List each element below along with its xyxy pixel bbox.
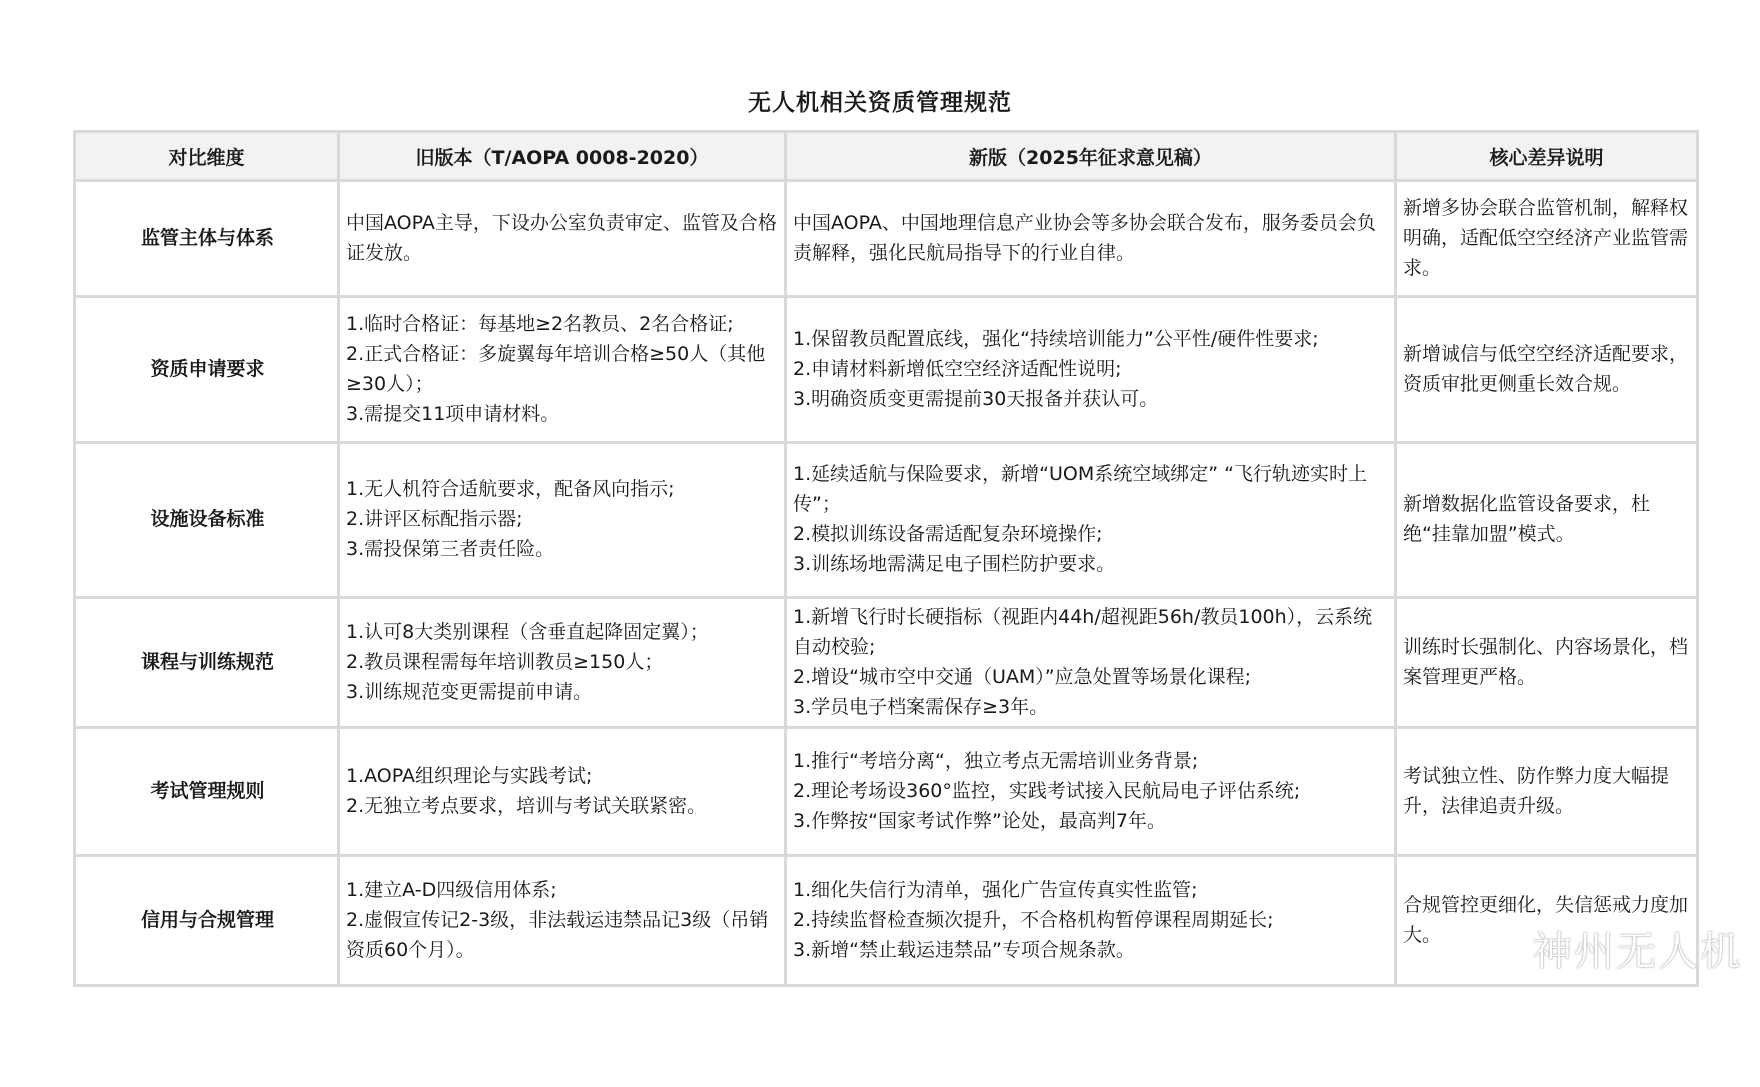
cell-line: 3.明确资质变更需提前30天报备并获认可。	[793, 387, 1159, 410]
new-version-cell	[786, 443, 1396, 598]
cell-line: 3.新增“禁止载运违禁品”专项合规条款。	[793, 938, 1135, 961]
cell-line: 1.认可8大类别课程（含垂直起降固定翼）；	[346, 620, 709, 643]
new-version-cell	[786, 856, 1396, 986]
cell-line: 3.作弊按“国家考试作弊”论处，最高判7年。	[793, 809, 1166, 832]
header-new-version: 新版（2025年征求意见稿）	[786, 132, 1396, 181]
table-row	[75, 598, 1698, 728]
new-version-cell	[786, 598, 1396, 728]
old-version-cell	[339, 728, 786, 856]
cell-line: 3.需投保第三者责任险。	[346, 538, 555, 560]
header-old-version: 旧版本（T/AOPA 0008-2020）	[339, 132, 786, 181]
cell-line: 训练时长强制化、内容场景化，档案管理更严格。	[1403, 635, 1689, 688]
table-row	[75, 181, 1698, 297]
cell-line: 3.训练场地需满足电子围栏防护要求。	[793, 553, 1116, 575]
dimension-cell: 监管主体与体系	[75, 181, 339, 297]
cell-line: 2.无独立考点要求，培训与考试关联紧密。	[346, 794, 707, 817]
cell-line: 2.虚假宣传记2-3级，非法载运违禁品记3级（吊销资质60个月）。	[346, 908, 769, 961]
new-version-cell	[786, 297, 1396, 443]
dimension-cell: 资质申请要求	[75, 297, 339, 443]
cell-line: 3.需提交11项申请材料。	[346, 402, 560, 425]
new-version-cell	[786, 181, 1396, 297]
table-row	[75, 728, 1698, 856]
cell-line: 1.保留教员配置底线，强化“持续培训能力”公平性/硬件性要求;	[793, 327, 1319, 350]
table-row	[75, 856, 1698, 986]
difference-cell	[1396, 728, 1698, 856]
cell-line: 2.正式合格证：多旋翼每年培训合格≥50人（其他≥30人）；	[346, 342, 766, 395]
cell-line: 3.训练规范变更需提前申请。	[346, 680, 593, 703]
dimension-cell: 设施设备标准	[75, 443, 339, 598]
difference-cell	[1396, 181, 1698, 297]
old-version-cell	[339, 297, 786, 443]
header-row	[75, 132, 1698, 181]
watermark: 神州无人机	[1532, 929, 1742, 975]
cell-line: 中国AOPA、中国地理信息产业协会等多协会联合发布，服务委员会负责解释，强化民航局指导下的行业自律。	[793, 211, 1376, 264]
cell-line: 2.理论考场设360°监控，实践考试接入民航局电子评估系统;	[793, 779, 1301, 802]
difference-cell	[1396, 297, 1698, 443]
cell-line: 新增诚信与低空空经济适配要求，资质审批更侧重长效合规。	[1403, 342, 1689, 395]
difference-cell	[1396, 598, 1698, 728]
cell-line: 2.申请材料新增低空空经济适配性说明;	[793, 357, 1122, 380]
cell-line: 1.推行“考培分离“，独立考点无需培训业务背景;	[793, 749, 1199, 772]
cell-line: 新增数据化监管设备要求，杜绝“挂靠加盟”模式。	[1403, 493, 1651, 545]
new-version-cell	[786, 728, 1396, 856]
cell-line: 1.建立A-D四级信用体系;	[346, 878, 557, 901]
header-core-difference: 核心差异说明	[1396, 132, 1698, 181]
table-row	[75, 443, 1698, 598]
dimension-cell: 考试管理规则	[75, 728, 339, 856]
cell-line: 3.学员电子档案需保存≥3年。	[793, 695, 1049, 718]
cell-line: 2.增设“城市空中交通（UAM）”应急处置等场景化课程;	[793, 665, 1252, 688]
comparison-table	[73, 130, 1699, 987]
cell-line: 1.临时合格证：每基地≥2名教员、2名合格证;	[346, 312, 734, 335]
cell-line: 中国AOPA主导，下设办公室负责审定、监管及合格证发放。	[346, 211, 777, 264]
cell-line: 2.模拟训练设备需适配复杂环境操作;	[793, 523, 1103, 545]
cell-line: 考试独立性、防作弊力度大幅提升，法律追责升级。	[1403, 764, 1670, 817]
cell-line: 1.AOPA组织理论与实践考试;	[346, 764, 593, 787]
dimension-cell: 课程与训练规范	[75, 598, 339, 728]
header-dimension: 对比维度	[75, 132, 339, 181]
old-version-cell	[339, 181, 786, 297]
cell-line: 1.延续适航与保险要求，新增“UOM系统空域绑定” “飞行轨迹实时上传”；	[793, 463, 1367, 515]
page-title: 无人机相关资质管理规范	[748, 90, 1012, 116]
table-row	[75, 297, 1698, 443]
cell-line: 新增多协会联合监管机制，解释权明确，适配低空空经济产业监管需求。	[1403, 196, 1689, 279]
dimension-cell: 信用与合规管理	[75, 856, 339, 986]
difference-cell	[1396, 443, 1698, 598]
cell-line: 合规管控更细化，失信惩戒力度加大。	[1403, 893, 1689, 946]
cell-line: 2.教员课程需每年培训教员≥150人；	[346, 650, 664, 673]
old-version-cell	[339, 856, 786, 986]
cell-line: 2.持续监督检查频次提升，不合格机构暂停课程周期延长;	[793, 908, 1274, 931]
cell-line: 1.无人机符合适航要求，配备风向指示;	[346, 478, 675, 500]
cell-line: 1.新增飞行时长硬指标（视距内44h/超视距56h/教员100h），云系统自动校验;	[793, 605, 1373, 658]
cell-line: 1.细化失信行为清单，强化广告宣传真实性监管;	[793, 878, 1198, 901]
old-version-cell	[339, 598, 786, 728]
cell-line: 2.讲评区标配指示器;	[346, 508, 523, 530]
old-version-cell	[339, 443, 786, 598]
